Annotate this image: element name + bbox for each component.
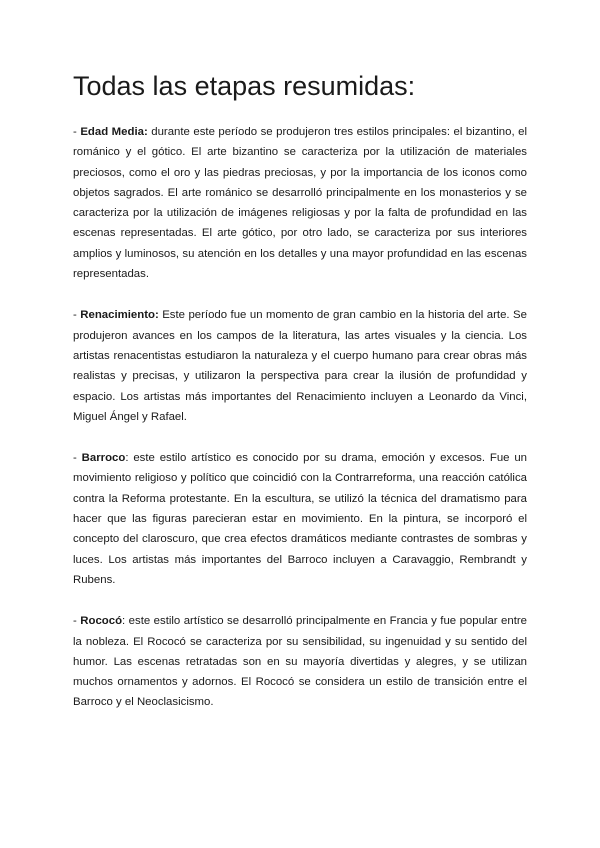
section-barroco bbox=[73, 448, 527, 590]
section-text-rococo: : este estilo artístico se desarrolló principalmente en Francia y fue popular entre la nobleza. El Rococó se caracteriza por su sensibilidad, su ingenuidad y su sentido del humor. Las escenas retratadas son en su mayoría divertidas y alegres, y se utilizan muchos ornamentos y adornos. El Rococó se considera un estilo de transición entre el Barroco y el Neoclasicismo. bbox=[73, 615, 527, 709]
section-text-edad-media: durante este período se produjeron tres estilos principales: el bizantino, el románico y el gótico. El arte bizantino se caracteriza por la utilización de materiales preciosos, como el oro y las piedras preciosas, y por la importancia de los iconos como objetos sagrados. El arte románico se desarrolló principalmente en los monasterios y se caracteriza por la utilización de imágenes religiosas y por la falta de profundidad en las escenas representadas. El arte gótico, por otro lado, se caracteriza por sus interiores amplios y luminosos, su atención en los detalles y una mayor profundidad en las escenas representadas. bbox=[73, 126, 527, 281]
section-term-barroco: Barroco bbox=[81, 452, 126, 465]
section-text-renacimiento: Este período fue un momento de gran cambio en la historia del arte. Se produjeron avances en los campos de la literatura, las artes visuales y la ciencia. Los artistas renacentistas estudiaron la naturaleza y el cuerpo humano para crear obras más realistas y precisas, y utilizaron la perspectiva para crear la ilusión de profundidad y espacio. Los artistas más importantes del Renacimiento incluyen a Leonardo da Vinci, Miguel Ángel y Rafael. bbox=[73, 309, 527, 423]
section-term-edad-media: Edad Media: bbox=[80, 126, 148, 138]
document-body bbox=[73, 122, 527, 734]
section-rococo bbox=[73, 611, 527, 712]
section-bullet: - bbox=[73, 452, 82, 465]
section-bullet: - bbox=[73, 126, 81, 138]
document-title: Todas las etapas resumidas: bbox=[73, 71, 416, 101]
section-bullet: - bbox=[73, 309, 81, 322]
section-bullet: - bbox=[73, 615, 81, 628]
section-renacimiento bbox=[73, 305, 527, 427]
section-text-barroco: : este estilo artístico es conocido por su drama, emoción y excesos. Fue un movimiento religioso y político que coincidió con la Contrarreforma, una reacción católica contra la Reforma protestante. En la escultura, se utilizó la técnica del dramatismo para hacer que las figuras parecieran estar en movimiento. En la pintura, se incorporó el concepto del claroscuro, que crea efectos dramáticos mediante contrastes de sombras y luces. Los artistas más importantes del Barroco incluyen a Caravaggio, Rembrandt y Rubens. bbox=[73, 452, 527, 586]
section-term-rococo: Rococó bbox=[80, 615, 123, 628]
section-edad-media bbox=[73, 122, 527, 284]
section-term-renacimiento: Renacimiento: bbox=[80, 309, 159, 322]
